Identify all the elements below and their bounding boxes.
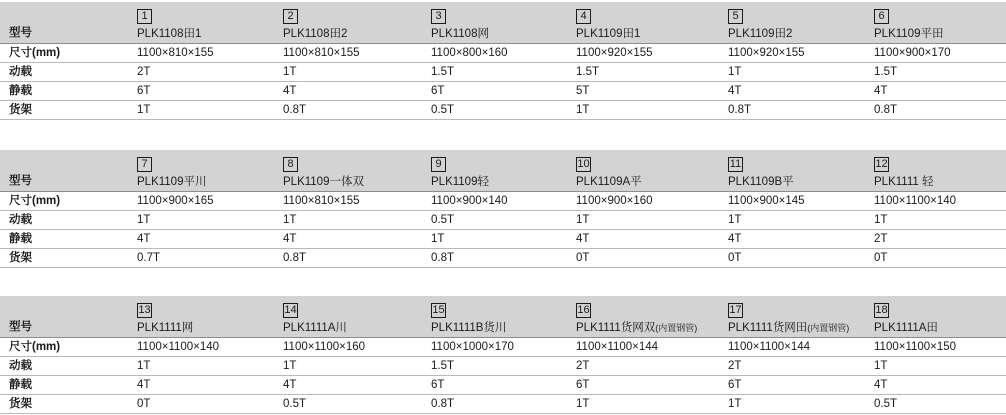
product-model-text: PLK1109A平 [576,176,642,188]
cell-rack: 0.8T [275,249,423,268]
table-row-dynamic [0,357,1006,376]
product-model-text: PLK1108田2 [283,28,348,40]
product-header [568,296,720,338]
product-model [874,27,1006,42]
cell-static: 4T [720,230,866,249]
cell-rack: 0.8T [720,101,866,120]
product-number-badge: 1 [137,9,152,24]
product-header [423,296,568,338]
cell-dynamic: 2T [568,357,720,376]
product-model-text: PLK1109平川 [137,176,207,188]
cell-rack: 1T [568,395,720,414]
product-model-text: PLK1109田2 [728,28,793,40]
cell-dynamic: 1T [568,211,720,230]
cell-static: 4T [568,230,720,249]
product-number-badge: 3 [431,9,446,24]
product-model [728,175,866,190]
product-number-badge: 12 [875,158,888,170]
cell-static: 6T [129,82,275,101]
row-label-rack: 货架 [0,395,129,414]
row-label-model: 型号 [0,150,129,192]
cell-static: 4T [275,82,423,101]
cell-dynamic: 1.5T [423,63,568,82]
cell-size: 1100×1000×170 [423,338,568,357]
product-model [283,27,423,42]
table-row-rack [0,101,1006,120]
cell-rack: 1T [129,101,275,120]
cell-rack: 0T [129,395,275,414]
cell-rack: 0.8T [275,101,423,120]
cell-dynamic: 2T [129,63,275,82]
product-model-text: PLK1109平田 [874,28,944,40]
cell-static: 6T [568,376,720,395]
product-model-note: (内置钢管) [807,323,850,333]
cell-static: 4T [275,376,423,395]
cell-static: 4T [866,376,1006,395]
product-model-text: PLK1109轻 [431,176,489,188]
table-row-static [0,230,1006,249]
product-header [568,2,720,44]
product-model [874,175,1006,190]
product-number-badge: 14 [284,304,297,316]
product-header [275,2,423,44]
cell-rack: 0T [866,249,1006,268]
product-number-badge: 9 [431,157,446,172]
cell-size: 1100×1100×144 [568,338,720,357]
cell-static: 4T [720,82,866,101]
row-label-dynamic: 动载 [0,211,129,230]
product-number-badge: 5 [728,9,743,24]
cell-size: 1100×900×170 [866,44,1006,63]
product-model [431,321,568,336]
product-model-text: PLK1111货网双 [576,322,656,334]
cell-dynamic: 1T [720,63,866,82]
cell-static: 4T [275,230,423,249]
cell-size: 1100×1100×150 [866,338,1006,357]
cell-size: 1100×900×160 [568,192,720,211]
product-model [874,321,1006,336]
product-model [728,27,866,42]
header-row [0,296,1006,338]
row-label-model: 型号 [0,296,129,338]
cell-static: 5T [568,82,720,101]
spec-table-3 [0,296,1006,414]
product-number-badge: 17 [729,304,742,316]
product-header [129,296,275,338]
cell-dynamic: 1.5T [568,63,720,82]
product-model-text: PLK1111A田 [874,322,938,334]
row-label-dynamic: 动载 [0,63,129,82]
product-model-text: PLK1111网 [137,322,194,334]
cell-static: 6T [720,376,866,395]
cell-rack: 0T [720,249,866,268]
cell-size: 1100×810×155 [129,44,275,63]
row-label-rack: 货架 [0,101,129,120]
product-header [720,296,866,338]
cell-size: 1100×1100×144 [720,338,866,357]
product-header [423,2,568,44]
product-model [137,27,275,42]
cell-rack: 1T [720,395,866,414]
product-header [129,2,275,44]
product-number-badge: 6 [874,9,889,24]
product-model-text: PLK1111A川 [283,322,347,334]
product-model [283,175,423,190]
cell-size: 1100×810×155 [275,44,423,63]
cell-dynamic: 1T [866,211,1006,230]
cell-static: 4T [129,230,275,249]
cell-rack: 0.5T [275,395,423,414]
cell-dynamic: 1T [720,211,866,230]
row-label-dynamic: 动载 [0,357,129,376]
cell-dynamic: 0.5T [423,211,568,230]
spec-table-1 [0,2,1006,120]
cell-size: 1100×1100×160 [275,338,423,357]
cell-size: 1100×800×160 [423,44,568,63]
cell-static: 4T [866,82,1006,101]
cell-rack: 0.8T [423,249,568,268]
product-number-badge: 7 [137,157,152,172]
product-header [720,150,866,192]
cell-static: 2T [866,230,1006,249]
cell-rack: 0.8T [423,395,568,414]
product-model [137,175,275,190]
product-model-note: (内置钢管) [655,323,698,333]
product-header [275,150,423,192]
product-model-text: PLK1109田1 [576,28,641,40]
table-row-dynamic [0,63,1006,82]
product-number-badge: 4 [576,9,591,24]
product-model-text: PLK1108网 [431,28,489,40]
product-number-badge: 8 [283,157,298,172]
product-header [275,296,423,338]
cell-size: 1100×920×155 [720,44,866,63]
cell-rack: 0.5T [866,395,1006,414]
row-label-static: 静载 [0,82,129,101]
cell-size: 1100×920×155 [568,44,720,63]
cell-dynamic: 1T [275,357,423,376]
cell-static: 6T [423,82,568,101]
cell-static: 4T [129,376,275,395]
product-number-badge: 16 [577,304,590,316]
row-label-static: 静载 [0,376,129,395]
cell-rack: 1T [568,101,720,120]
cell-rack: 0.5T [423,101,568,120]
cell-dynamic: 1.5T [866,63,1006,82]
cell-dynamic: 1T [866,357,1006,376]
cell-dynamic: 1T [129,211,275,230]
product-header [866,296,1006,338]
product-model [576,27,720,42]
product-model [576,175,720,190]
product-model [431,175,568,190]
table-row-static [0,82,1006,101]
product-header [866,2,1006,44]
product-header [423,150,568,192]
table-row-size [0,338,1006,357]
cell-static: 6T [423,376,568,395]
cell-static: 1T [423,230,568,249]
cell-size: 1100×810×155 [275,192,423,211]
product-number-badge: 15 [432,304,445,316]
product-model [283,321,423,336]
product-model [137,321,275,336]
product-number-badge: 2 [283,9,298,24]
cell-size: 1100×900×165 [129,192,275,211]
cell-dynamic: 1.5T [423,357,568,376]
row-label-size: 尺寸(mm) [0,338,129,357]
cell-rack: 0.8T [866,101,1006,120]
product-header [866,150,1006,192]
row-label-size: 尺寸(mm) [0,44,129,63]
table-row-rack [0,395,1006,414]
product-header [568,150,720,192]
cell-size: 1100×900×145 [720,192,866,211]
product-number-badge: 11 [729,158,742,170]
header-row [0,2,1006,44]
product-model-text: PLK1111货网田 [728,322,808,334]
cell-dynamic: 1T [275,63,423,82]
product-number-badge: 13 [138,304,151,316]
product-model-text: PLK1109一体双 [283,176,364,188]
table-row-static [0,376,1006,395]
cell-rack: 0T [568,249,720,268]
product-number-badge: 10 [577,158,590,170]
cell-size: 1100×1100×140 [866,192,1006,211]
product-model [576,321,720,336]
cell-dynamic: 1T [275,211,423,230]
table-row-rack [0,249,1006,268]
table-row-dynamic [0,211,1006,230]
spec-table-2 [0,150,1006,268]
row-label-model: 型号 [0,2,129,44]
table-row-size [0,192,1006,211]
product-header [720,2,866,44]
cell-rack: 0.7T [129,249,275,268]
product-header [129,150,275,192]
table-row-size [0,44,1006,63]
product-model [431,27,568,42]
product-model-text: PLK1109B平 [728,176,794,188]
product-model-text: PLK1108田1 [137,28,202,40]
row-label-size: 尺寸(mm) [0,192,129,211]
cell-size: 1100×900×140 [423,192,568,211]
product-model [728,321,866,336]
cell-dynamic: 1T [129,357,275,376]
cell-size: 1100×1100×140 [129,338,275,357]
header-row [0,150,1006,192]
cell-dynamic: 2T [720,357,866,376]
product-model-text: PLK1111 轻 [874,176,934,188]
product-model-text: PLK1111B货川 [431,322,507,334]
row-label-rack: 货架 [0,249,129,268]
row-label-static: 静载 [0,230,129,249]
product-number-badge: 18 [875,304,888,316]
